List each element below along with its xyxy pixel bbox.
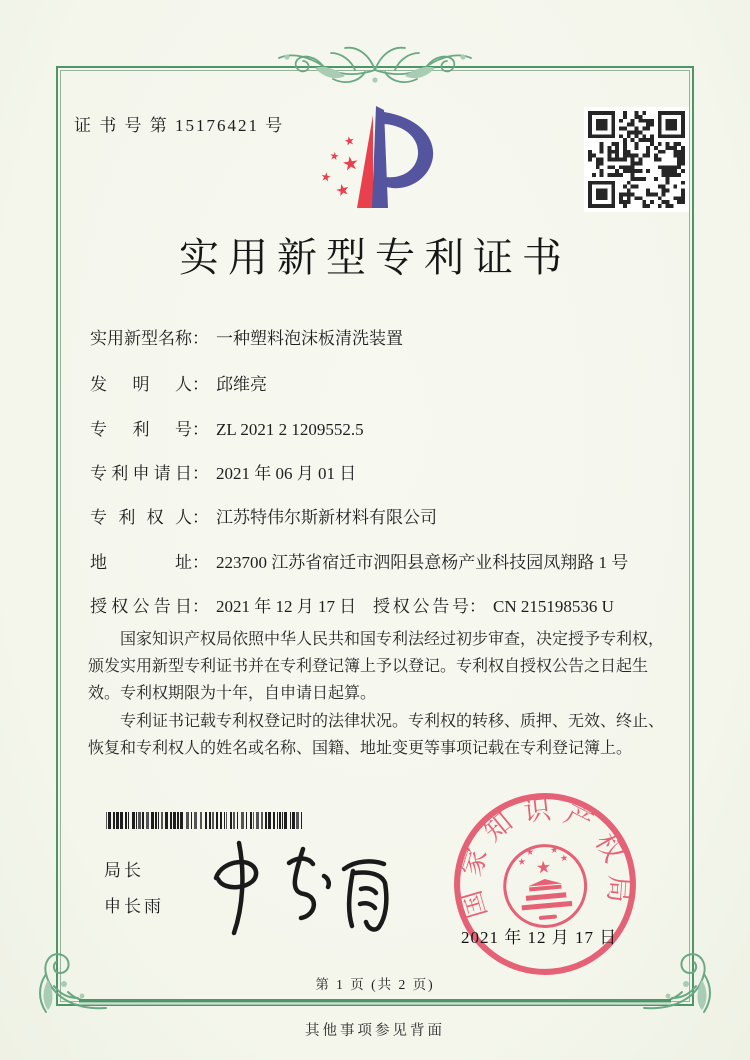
field-label: 地址 [90, 553, 192, 572]
legal-paragraph-1: 国家知识产权局依照中华人民共和国专利法经过初步审查，决定授予专利权，颁发实用新型专利证书并在专利登记簿上予以登记。专利权自授权公告之日起生效。专利权期限为十年，自申请日起算。 [88, 631, 665, 703]
field-label: 专利权人 [90, 508, 192, 527]
field-value: 2021 年 06 月 01 日 [216, 464, 357, 483]
svg-text:★: ★ [340, 151, 361, 176]
barcode [106, 812, 302, 829]
field-label: 授权公告日 [90, 597, 192, 616]
director-name: 申长雨 [104, 897, 164, 916]
svg-text:★: ★ [525, 847, 535, 859]
svg-text:★: ★ [319, 169, 333, 185]
field-value: ZL 2021 2 1209552.5 [216, 420, 364, 439]
national-emblem-icon [501, 842, 589, 930]
svg-text:★: ★ [549, 845, 559, 857]
field-value: 223700 江苏省宿迁市泗阳县意杨产业科技园凤翔路 1 号 [216, 553, 629, 572]
field-row-patentee [90, 503, 437, 528]
official-seal [449, 788, 641, 980]
field-label: 发明人 [90, 375, 192, 394]
director-title: 局长 [104, 861, 144, 880]
field-row-filing-date [90, 459, 356, 484]
top-flourish-ornament [277, 40, 473, 94]
colon: ： [192, 553, 209, 572]
field-value: 江苏特伟尔斯新材料有限公司 [216, 508, 437, 527]
field-label: 专利申请日 [90, 464, 192, 483]
field-row-name [90, 324, 403, 349]
back-note: 其他事项参见背面 [305, 1023, 445, 1039]
colon: ： [192, 464, 209, 483]
field-row-grant-date [90, 592, 356, 617]
field-label: 专利号 [90, 420, 192, 439]
field-value: 一种塑料泡沫板清洗装置 [216, 329, 403, 348]
colon: ： [192, 375, 209, 394]
certificate-number: 证 书 号 第 15176421 号 [74, 116, 285, 135]
field-label: 实用新型名称 [90, 329, 192, 348]
svg-text:★: ★ [342, 133, 357, 149]
legal-paragraph-2: 专利证书记载专利权登记时的法律状况。专利权的转移、质押、无效、终止、恢复和专利权人的姓名或名称、国籍、地址变更等事项记载在专利登记簿上。 [88, 712, 665, 757]
bottom-rule [79, 999, 671, 1005]
svg-text:★: ★ [333, 178, 352, 201]
svg-text:国家知识产权局 [449, 788, 637, 922]
field-label: 授权公告号 [373, 597, 469, 616]
seal-text: 国家知识产权局 [456, 794, 635, 922]
svg-text:★: ★ [517, 857, 527, 869]
legal-text [88, 626, 668, 762]
colon: ： [192, 420, 209, 439]
field-value: 邱维亮 [216, 375, 267, 394]
certificate-title: 实用新型专利证书 [179, 235, 571, 280]
director-signature [192, 831, 400, 941]
svg-text:★: ★ [535, 857, 553, 879]
colon: ： [192, 508, 209, 527]
page-number: 第 1 页 (共 2 页) [315, 977, 435, 992]
field-value: CN 215198536 U [493, 597, 614, 616]
field-row-address [90, 548, 628, 573]
svg-text:★: ★ [559, 853, 569, 865]
colon: ： [192, 597, 209, 616]
svg-text:★: ★ [328, 149, 341, 164]
cnipa-logo-icon [299, 99, 461, 217]
field-row-inventor [90, 370, 267, 395]
colon: ： [469, 597, 486, 616]
field-row-grant-no [373, 592, 614, 617]
field-value: 2021 年 12 月 17 日 [216, 597, 357, 616]
seal-date: 2021 年 12 月 17 日 [461, 928, 618, 947]
colon: ： [192, 329, 209, 348]
field-row-patent-no [90, 415, 364, 440]
qr-code [588, 111, 685, 208]
